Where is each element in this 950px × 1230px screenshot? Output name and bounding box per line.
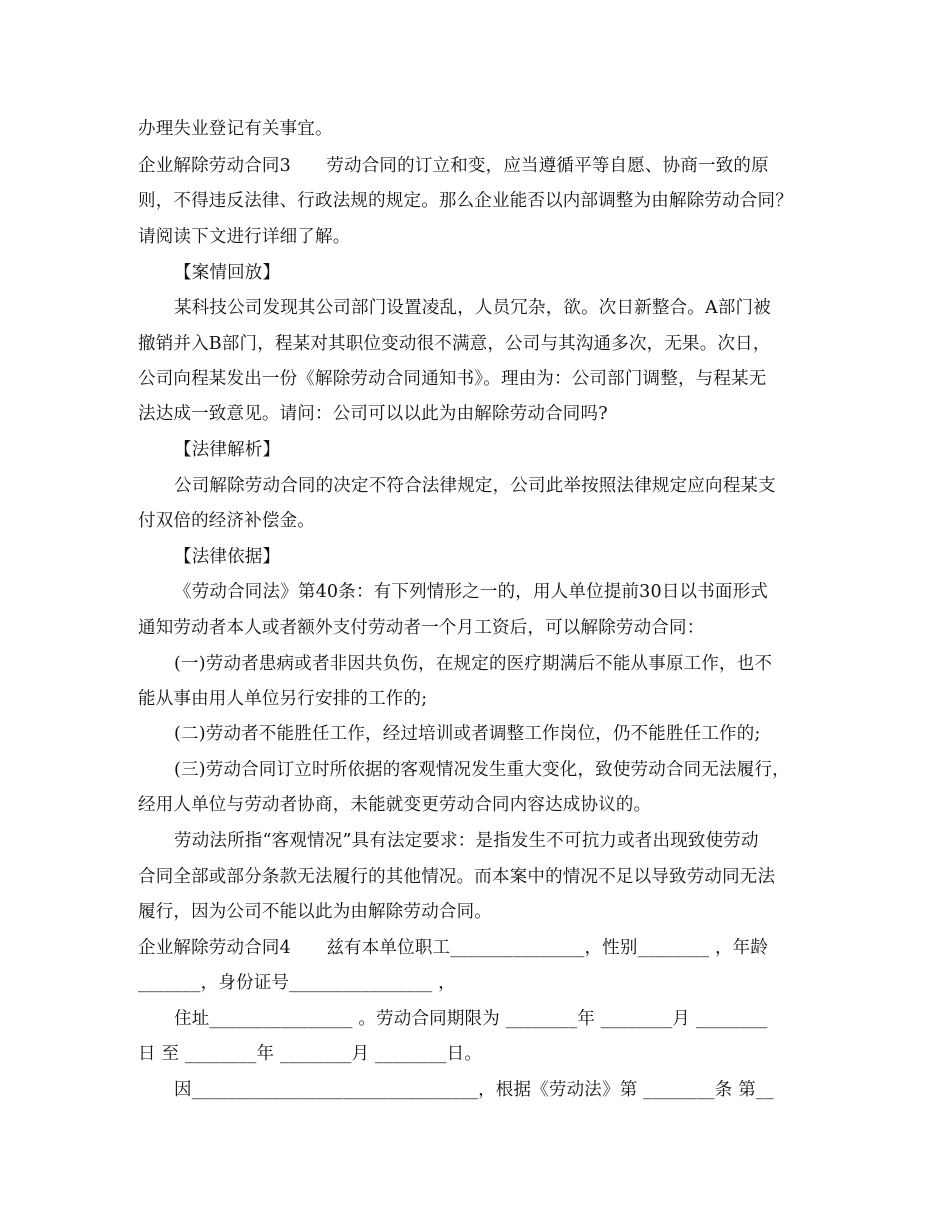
text-line: 公司解除劳动合同的决定不符合法律规定，公司此举按照法律规定应向程某支	[174, 476, 776, 496]
text-line: 付双倍的经济补偿金。	[138, 511, 315, 531]
text-line: (二)劳动者不能胜任工作，经过培训或者调整工作岗位，仍不能胜任工作的;	[174, 724, 761, 744]
text-line: 合同全部或部分条款无法履行的其他情况。而本案中的情况不足以导致劳动同无法	[138, 867, 776, 887]
text-line: 经用人单位与劳动者协商，未能就变更劳动合同内容达成协议的。	[138, 795, 652, 815]
text-line: 能从事由用人单位另行安排的工作的;	[138, 689, 428, 709]
text-line: 日 至 ________年 ________月 ________日。	[138, 1044, 483, 1064]
text-line: 《劳动合同法》第40条：有下列情形之一的，用人单位提前30日以书面形式	[174, 582, 769, 602]
text-line: 公司向程某发出一份《解除劳动合同通知书》。理由为：公司部门调整，与程某无	[138, 369, 767, 389]
text-line: 撤销并入B部门，程某对其职位变动很不满意，公司与其沟通多次，无果。次日，	[138, 334, 771, 354]
text-line: 法达成一致意见。请问：公司可以以此为由解除劳动合同吗?	[138, 404, 608, 424]
text-line: (一)劳动者患病或者非因共负伤，在规定的医疗期满后不能从事原工作，也不	[174, 654, 773, 674]
text-line: 请阅读下文进行详细了解。	[138, 227, 351, 247]
section-heading: 【案情回放】	[174, 263, 281, 283]
text-line: 办理失业登记有关事宜。	[138, 119, 333, 139]
text-line: 企业解除劳动合同3 劳动合同的订立和变，应当遵循平等自愿、协商一致的原	[138, 156, 769, 176]
text-line: 住址________________ 。劳动合同期限为 ________年 ________月 ________	[174, 1009, 768, 1029]
section-heading: 【法律解析】	[174, 440, 281, 460]
text-line: 则，不得违反法律、行政法规的规定。那么企业能否以内部调整为由解除劳动合同？	[138, 191, 793, 211]
text-line: 通知劳动者本人或者额外支付劳动者一个月工资后，可以解除劳动合同：	[138, 618, 705, 638]
text-line: 某科技公司发现其公司部门设置凌乱，人员冗杂，欲。次日新整合。A部门被	[174, 298, 771, 318]
text-line: 履行，因为公司不能以此为由解除劳动合同。	[138, 902, 492, 922]
text-line: _______，身份证号________________ ，	[138, 973, 456, 993]
section-heading: 【法律依据】	[174, 547, 281, 567]
text-line: 因________________________________，根据《劳动法》第 ________条 第__	[174, 1080, 774, 1100]
text-line: (三)劳动合同订立时所依据的客观情况发生重大变化，致使劳动合同无法履行，	[174, 760, 790, 780]
text-line: 劳动法所指“客观情况”具有法定要求：是指发生不可抗力或者出现致使劳动	[174, 831, 759, 851]
text-line: 企业解除劳动合同4 兹有本单位职工_______________，性别________ ，年龄	[138, 938, 769, 958]
